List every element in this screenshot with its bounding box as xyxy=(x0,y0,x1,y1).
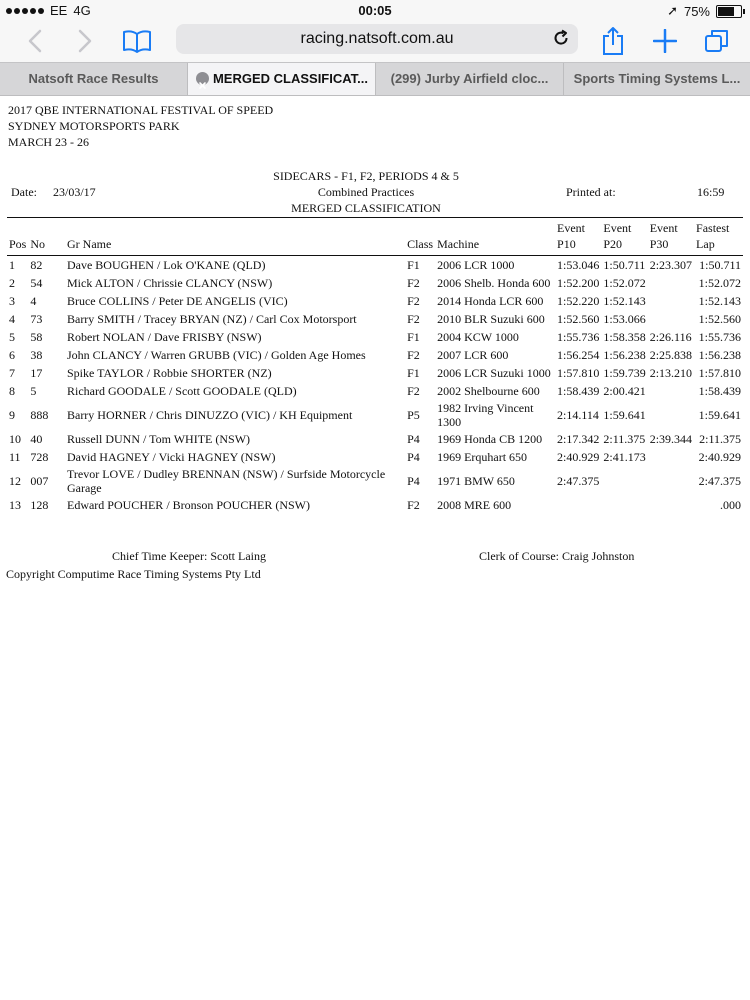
tab-natsoft-race-results[interactable] xyxy=(0,63,188,95)
cell-name: John CLANCY / Warren GRUBB (VIC) / Golden Age Homes xyxy=(66,348,366,362)
status-bar xyxy=(0,0,750,20)
cell-name: David HAGNEY / Vicki HAGNEY (NSW) xyxy=(66,450,276,464)
date-label: Date: xyxy=(11,185,37,199)
reload-icon[interactable] xyxy=(552,29,570,52)
cell-name: Robert NOLAN / Dave FRISBY (NSW) xyxy=(66,330,262,344)
cell-name: Barry SMITH / Tracey BRYAN (NZ) / Carl Cox Motorsport xyxy=(66,312,357,326)
tabs-icon xyxy=(704,28,730,54)
cell-p30: 2:26.116 xyxy=(649,330,692,344)
cell-p10: 1:56.254 xyxy=(557,348,600,362)
cell-p20: 2:41.173 xyxy=(603,450,646,464)
cell-name: Barry HORNER / Chris DINUZZO (VIC) / KH Equipment xyxy=(66,408,353,422)
results-body xyxy=(7,256,743,515)
cell-p20: 1:52.143 xyxy=(603,294,646,308)
cell-no: 007 xyxy=(30,474,49,488)
cell-class: F1 xyxy=(407,366,420,380)
cell-class: F1 xyxy=(407,330,420,344)
cell-no: 54 xyxy=(30,276,43,290)
cell-p30 xyxy=(648,382,694,400)
col-header-name: Gr Name xyxy=(66,237,112,251)
cell-machine: 2014 Honda LCR 600 xyxy=(437,294,544,308)
col-header-class: Class xyxy=(407,237,434,251)
cell-class: F1 xyxy=(407,258,420,272)
cell-name: Spike TAYLOR / Robbie SHORTER (NZ) xyxy=(66,366,272,380)
cell-fastest: 1:52.143 xyxy=(698,294,741,308)
table-row xyxy=(7,310,743,328)
cell-machine: 2004 KCW 1000 xyxy=(437,330,519,344)
table-row xyxy=(7,364,743,382)
cell-p10 xyxy=(555,496,601,514)
race-title: SIDECARS - F1, F2, PERIODS 4 & 5 xyxy=(273,169,459,183)
cell-p20: 1:56.238 xyxy=(603,348,646,362)
cell-class: P4 xyxy=(407,450,420,464)
cell-fastest: 1:55.736 xyxy=(698,330,741,344)
cell-machine: 2006 LCR 1000 xyxy=(437,258,515,272)
url-text: racing.natsoft.com.au xyxy=(300,30,454,47)
cell-p30 xyxy=(648,292,694,310)
tabs-overview-button[interactable] xyxy=(700,24,734,58)
address-bar[interactable] xyxy=(176,24,578,54)
col-header-p20: Event P20 xyxy=(603,221,632,251)
cell-fastest: 1:52.560 xyxy=(698,312,741,326)
cell-machine: 2007 LCR 600 xyxy=(437,348,509,362)
bookmarks-button[interactable] xyxy=(120,24,154,58)
table-row xyxy=(7,466,743,496)
tab-label: MERGED CLASSIFICAT... xyxy=(212,71,369,86)
event-dates: MARCH 23 - 26 xyxy=(8,135,90,149)
table-header-row xyxy=(7,218,743,256)
cell-p20 xyxy=(601,466,647,496)
cell-p20: 2:11.375 xyxy=(603,432,646,446)
col-header-fastest: Fastest Lap xyxy=(696,221,730,251)
cell-p30: 2:23.307 xyxy=(649,258,693,272)
col-header-machine: Machine xyxy=(437,237,480,251)
cell-name: Edward POUCHER / Bronson POUCHER (NSW) xyxy=(66,498,310,512)
cell-p20: 1:52.072 xyxy=(603,276,646,290)
tab-sports-timing-systems[interactable] xyxy=(564,63,750,95)
cell-p10: 1:52.220 xyxy=(557,294,600,308)
cell-fastest: .000 xyxy=(720,498,741,512)
cell-name: Trevor LOVE / Dudley BRENNAN (NSW) / Surfside Motorcycle Garage xyxy=(66,467,386,495)
book-icon xyxy=(122,29,152,53)
carrier-name: EE xyxy=(50,3,68,18)
cell-pos: 13 xyxy=(9,498,21,512)
cell-name: Dave BOUGHEN / Lok O'KANE (QLD) xyxy=(66,258,266,272)
cell-p10: 2:40.929 xyxy=(557,450,600,464)
cell-name: Bruce COLLINS / Peter DE ANGELIS (VIC) xyxy=(66,294,288,308)
cell-no: 728 xyxy=(30,450,49,464)
cell-pos: 10 xyxy=(9,432,21,446)
table-row xyxy=(7,256,743,275)
forward-button[interactable] xyxy=(68,24,102,58)
cell-machine: 1971 BMW 650 xyxy=(437,474,515,488)
table-row xyxy=(7,430,743,448)
cell-p30 xyxy=(648,400,694,430)
chief-timekeeper: Chief Time Keeper: Scott Laing xyxy=(112,549,266,563)
close-tab-icon[interactable] xyxy=(196,72,209,85)
cell-no: 40 xyxy=(30,432,43,446)
classification-title: MERGED CLASSIFICATION xyxy=(291,201,441,215)
col-header-p30: Event P30 xyxy=(649,221,678,251)
col-header-pos: Pos xyxy=(9,237,27,251)
plus-icon xyxy=(653,29,677,53)
cell-pos: 7 xyxy=(9,366,15,380)
cell-fastest: 1:57.810 xyxy=(698,366,741,380)
cell-pos: 3 xyxy=(9,294,15,308)
cell-fastest: 1:56.238 xyxy=(698,348,741,362)
cell-class: F2 xyxy=(407,312,420,326)
cell-p20: 1:58.358 xyxy=(603,330,646,344)
tab-jurby-airfield[interactable] xyxy=(376,63,564,95)
table-row xyxy=(7,382,743,400)
printed-at-label: Printed at: xyxy=(566,185,616,199)
chevron-left-icon xyxy=(28,29,42,53)
cell-fastest: 1:58.439 xyxy=(698,384,741,398)
cell-fastest: 2:11.375 xyxy=(699,432,741,446)
table-row xyxy=(7,274,743,292)
cell-machine: 1969 Erquhart 650 xyxy=(437,450,528,464)
cell-pos: 12 xyxy=(9,474,21,488)
cell-no: 82 xyxy=(30,258,43,272)
cell-name: Russell DUNN / Tom WHITE (NSW) xyxy=(66,432,251,446)
cell-p10: 1:53.046 xyxy=(557,258,600,272)
chevron-right-icon xyxy=(78,29,92,53)
cell-class: F2 xyxy=(407,348,420,362)
cell-pos: 2 xyxy=(9,276,15,290)
cell-machine: 2006 Shelb. Honda 600 xyxy=(437,276,551,290)
cell-no: 58 xyxy=(30,330,43,344)
status-right xyxy=(667,3,742,19)
cell-p30 xyxy=(648,274,694,292)
cell-no: 73 xyxy=(30,312,43,326)
cell-p30: 2:13.210 xyxy=(649,366,693,380)
cell-pos: 4 xyxy=(9,312,15,326)
cell-fastest: 2:40.929 xyxy=(698,450,741,464)
event-venue: SYDNEY MOTORSPORTS PARK xyxy=(8,119,180,133)
printed-at-value: 16:59 xyxy=(697,185,725,199)
cell-p10: 2:14.114 xyxy=(557,408,599,422)
back-button[interactable] xyxy=(18,24,52,58)
col-header-no: No xyxy=(30,237,46,251)
results-table xyxy=(7,217,743,514)
cell-no: 4 xyxy=(30,294,37,308)
cell-p10: 1:55.736 xyxy=(557,330,600,344)
cell-p10: 1:58.439 xyxy=(557,384,600,398)
table-row xyxy=(7,328,743,346)
battery-icon xyxy=(716,5,742,18)
cell-p20: 2:00.421 xyxy=(603,384,646,398)
cell-machine: 1969 Honda CB 1200 xyxy=(437,432,543,446)
table-row xyxy=(7,448,743,466)
cell-p30 xyxy=(648,448,694,466)
cell-machine: 2006 LCR Suzuki 1000 xyxy=(437,366,551,380)
cell-machine: 2008 MRE 600 xyxy=(437,498,512,512)
cell-p20: 1:59.641 xyxy=(603,408,646,422)
clerk-of-course: Clerk of Course: Craig Johnston xyxy=(479,549,635,563)
tab-merged-classification[interactable] xyxy=(188,63,376,95)
cell-name: Mick ALTON / Chrissie CLANCY (NSW) xyxy=(66,276,273,290)
cell-p10: 2:47.375 xyxy=(557,474,600,488)
tab-label: Sports Timing Systems L... xyxy=(573,71,741,86)
cell-class: P5 xyxy=(407,408,420,422)
cell-class: F2 xyxy=(407,384,420,398)
copyright: Copyright Computime Race Timing Systems Pty Ltd xyxy=(6,567,261,581)
cell-pos: 9 xyxy=(9,408,15,422)
new-tab-button[interactable] xyxy=(648,24,682,58)
table-row xyxy=(7,496,743,514)
cell-machine: 2010 BLR Suzuki 600 xyxy=(437,312,545,326)
cell-no: 888 xyxy=(30,408,49,422)
col-header-p10: Event P10 xyxy=(557,221,586,251)
cell-p20 xyxy=(601,496,647,514)
share-icon xyxy=(601,26,625,56)
cell-no: 38 xyxy=(30,348,43,362)
cell-pos: 8 xyxy=(9,384,15,398)
event-title: 2017 QBE INTERNATIONAL FESTIVAL OF SPEED xyxy=(8,103,274,117)
cell-no: 128 xyxy=(30,498,49,512)
cell-p10: 1:57.810 xyxy=(557,366,600,380)
cell-pos: 5 xyxy=(9,330,15,344)
cell-p10: 2:17.342 xyxy=(557,432,600,446)
tab-strip xyxy=(0,62,750,96)
cell-p20: 1:53.066 xyxy=(603,312,646,326)
battery-percent: 75% xyxy=(683,3,710,19)
cell-p30 xyxy=(648,466,694,496)
cell-fastest: 1:52.072 xyxy=(698,276,741,290)
date-value: 23/03/17 xyxy=(53,185,96,199)
cell-name: Richard GOODALE / Scott GOODALE (QLD) xyxy=(66,384,297,398)
cell-fastest: 1:50.711 xyxy=(699,258,741,272)
cell-p10: 1:52.200 xyxy=(557,276,600,290)
cell-class: P4 xyxy=(407,432,420,446)
cell-p30 xyxy=(648,310,694,328)
cell-p20: 1:59.739 xyxy=(603,366,646,380)
session-name: Combined Practices xyxy=(317,185,415,199)
table-row xyxy=(7,292,743,310)
share-button[interactable] xyxy=(596,24,630,58)
cell-p10: 1:52.560 xyxy=(557,312,600,326)
table-row xyxy=(7,346,743,364)
cell-fastest: 1:59.641 xyxy=(698,408,741,422)
cell-pos: 1 xyxy=(9,258,15,272)
table-row xyxy=(7,400,743,430)
cell-p20: 1:50.711 xyxy=(603,258,646,272)
cell-no: 5 xyxy=(30,384,37,398)
cell-class: P4 xyxy=(407,474,420,488)
cell-p30: 2:25.838 xyxy=(649,348,693,362)
tab-label: Natsoft Race Results xyxy=(28,71,159,86)
cell-class: F2 xyxy=(407,498,420,512)
cell-pos: 11 xyxy=(9,450,21,464)
cell-p30: 2:39.344 xyxy=(649,432,693,446)
browser-toolbar xyxy=(0,20,750,62)
cell-machine: 2002 Shelbourne 600 xyxy=(437,384,540,398)
cell-pos: 6 xyxy=(9,348,15,362)
location-arrow-icon: ➚ xyxy=(667,3,678,18)
cell-p30 xyxy=(648,496,694,514)
cell-fastest: 2:47.375 xyxy=(698,474,741,488)
clock: 00:05 xyxy=(358,3,392,18)
tab-label: (299) Jurby Airfield cloc... xyxy=(390,71,549,86)
cell-no: 17 xyxy=(30,366,43,380)
network-type: 4G xyxy=(73,3,91,18)
cell-machine: 1982 Irving Vincent 1300 xyxy=(437,401,534,429)
cell-class: F2 xyxy=(407,276,420,290)
cell-class: F2 xyxy=(407,294,420,308)
